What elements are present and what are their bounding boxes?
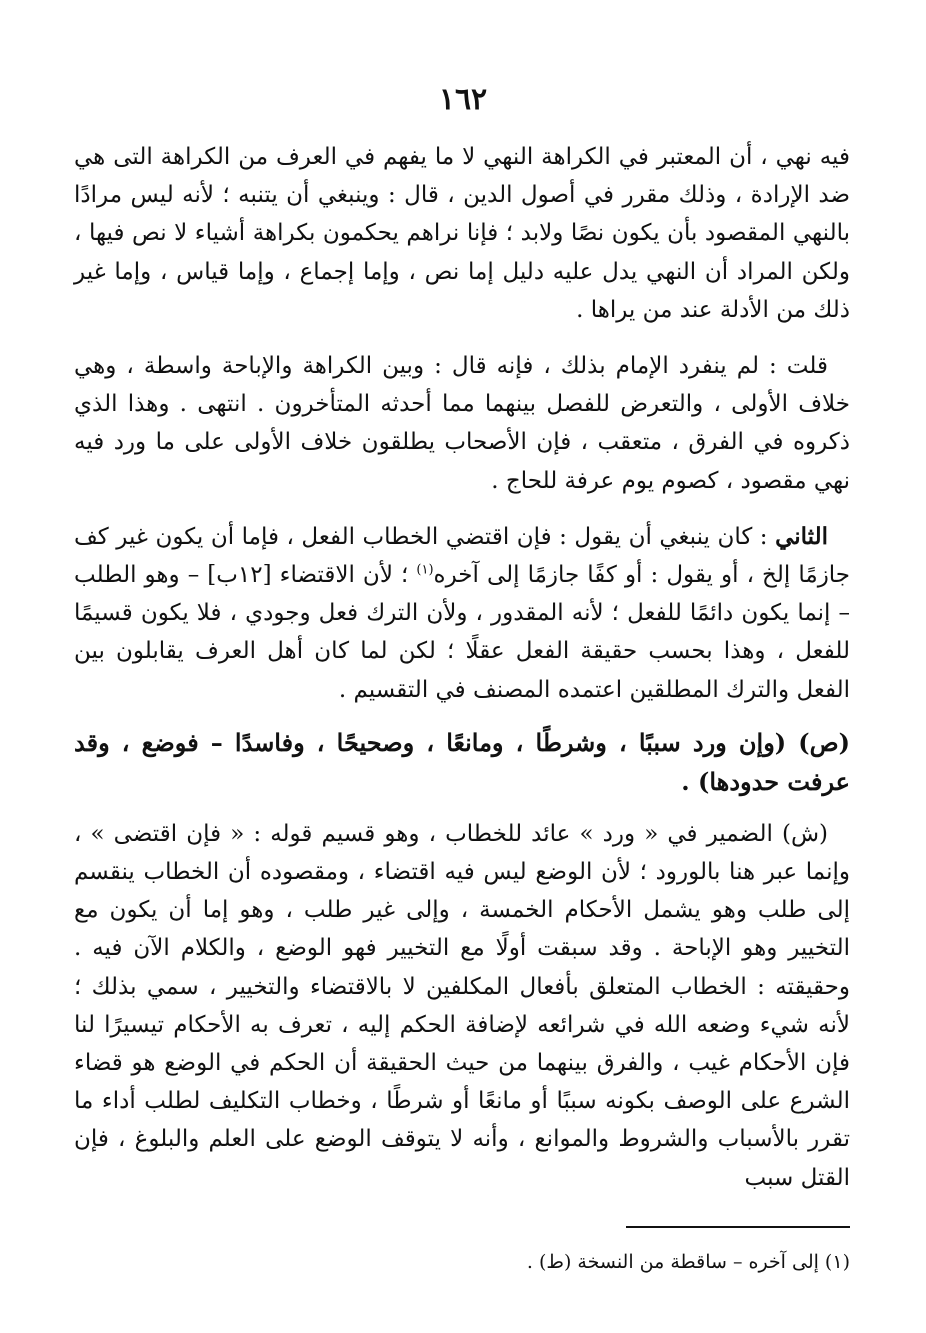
page-number: ١٦٢: [438, 82, 488, 117]
paragraph-3-text-b: ؛ لأن الاقتضاء [١٢ب] – وهو الطلب – إنما يكون دائمًا للفعل ؛ لأنه المقدور ، ولأن الترك فعل وجودي ، فلا يكون قسيمًا للفعل ، وهذا بحسب حقيقة الفعل عقلًا ؛ لكن لما كان أهل العرف يقابلون بين الفعل والترك المطلقين اعتمده المصنف في التقسيم .: [74, 562, 850, 703]
page-body: [74, 138, 850, 1197]
sharh-paragraph: (ش) الضمير في « ورد » عائد للخطاب ، وهو قسيم قوله : « فإن اقتضى » ، وإنما عبر هنا بالورود ؛ لأن الوضع ليس فيه اقتضاء ، ومقصوده أن الخطاب ينقسم إلى طلب وهو يشمل الأحكام الخمسة ، وإلى غير طلب ، وهو إما أن يكون مع التخيير وهو الإباحة . وقد سبقت أولًا مع التخيير فهو الوضع ، والكلام الآن فيه . وحقيقته : الخطاب المتعلق بأفعال المكلفين لا بالاقتضاء والتخيير ، سمي بذلك ؛ لأنه شيء وضعه الله في شرائعه لإضافة الحكم إليه ، تعرف به الأحكام تيسيرًا لنا فإن الأحكام غيب ، والفرق بينهما من حيث الحقيقة أن الحكم في الوضع هو قضاء الشرع على الوصف بكونه سببًا أو مانعًا أو شرطًا ، وخطاب التكليف لطلب أداء ما تقرر بالأسباب والشروط والموانع ، وأنه لا يتوقف الوضع على العلم والبلوغ ، فإن القتل سبب: [74, 820, 851, 1191]
matn-paragraph: (ص) (وإن ورد سببًا ، وشرطًا ، ومانعًا ، وصحيحًا ، وفاسدًا – فوضع ، وقد عرفت حدودها) .: [74, 727, 850, 796]
footnote-divider: [626, 1226, 850, 1228]
paragraph-3: [74, 518, 850, 709]
paragraph-1: فيه نهي ، أن المعتبر في الكراهة النهي لا ما يفهم في العرف من الكراهة التى هي ضد الإرادة ، وذلك مقرر في أصول الدين ، قال : وينبغي أن يتنبه ؛ لأنه ليس مرادًا بالنهي المقصود بأن يكون نصًا ولابد ؛ فإنا نراهم يحكمون بكراهة أشياء لا نص فيها ، ولكن المراد أن النهي يدل عليه دليل إما نص ، وإما إجماع ، وإما قياس ، وإما غير ذلك من الأدلة عند من يراها .: [74, 144, 850, 323]
paragraph-2: قلت : لم ينفرد الإمام بذلك ، فإنه قال : وبين الكراهة والإباحة واسطة ، وهي خلاف الأولى ، والتعرض للفصل بينهما مما أحدثه المتأخرون . انتهى . وهذا الذي ذكروه في الفرق ، متعقب ، فإن الأصحاب يطلقون خلاف الأولى على ما ورد فيه نهي مقصود ، كصوم يوم عرفة للحاج .: [74, 353, 850, 494]
paragraph-3-lead: الثاني: [775, 522, 829, 550]
paragraph-3-text-a: : كان ينبغي أن يقول : فإن اقتضي الخطاب الفعل ، فإما أن يكون غير كف جازمًا إلخ ، أو يقول : أو كفًا جازمًا إلى آخره: [74, 523, 851, 589]
footnote: (١) إلى آخره – ساقطة من النسخة (ط) .: [526, 1251, 850, 1273]
footnote-marker: (١): [416, 562, 434, 578]
